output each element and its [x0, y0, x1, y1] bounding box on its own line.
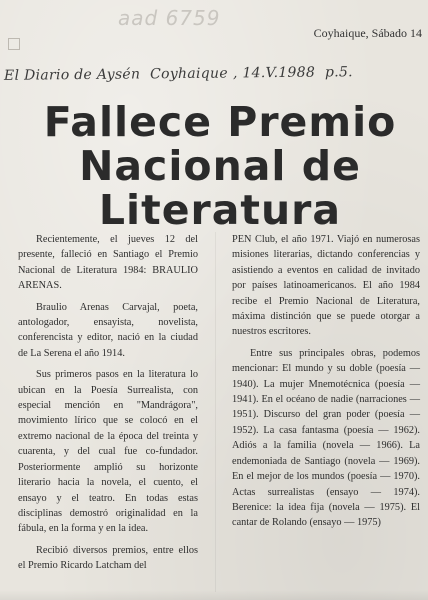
article-column-right — [232, 232, 420, 537]
handwritten-citation: El Diario de Aysén Coyhaique , 14.V.1988 p.5. — [3, 64, 353, 84]
column-divider — [215, 232, 216, 592]
citation-city: Coyhaique — [149, 65, 228, 83]
stamp-box-mark — [8, 38, 20, 50]
page-edge-shadow — [0, 590, 428, 600]
paragraph-career: Sus primeros pasos en la literatura lo ubican en la Poesía Surrealista, con especial mención en "Mandrágora", movimiento lírico que se colocó en el extremo nacional de la época del treinta y cuarenta, y del cual fue co-fundador. Posteriormente amplió su horizonte literario hacia la novela, el cuento, el ensayo y el teatro. En todas estas disciplinas demostró originalidad en la fábula, en la forma y en la idea. — [18, 369, 198, 535]
headline-line-1: Fallece Premio — [43, 98, 397, 146]
headline-line-3: Literatura — [98, 186, 342, 234]
article-headline — [20, 100, 420, 232]
paragraph-biography: Braulio Arenas Carvajal, poeta, antologador, ensayista, novelista, conferencista y editor, nació en la ciudad de La Serena el año 1914. — [18, 301, 198, 359]
newspaper-dateline: Coyhaique, Sábado 14 — [313, 26, 422, 40]
paragraph-awards: Recibió diversos premios, entre ellos el Premio Ricardo Latcham del — [18, 544, 198, 572]
paragraph-intro: Recientemente, el jueves 12 del presente, falleció en Santiago el Premio Nacional de Literatura 1984: BRAULIO ARENAS. — [18, 234, 198, 292]
headline-line-2: Nacional de — [79, 142, 361, 190]
citation-page: p.5. — [324, 64, 353, 81]
citation-date: 14.V.1988 — [242, 64, 316, 82]
citation-source: El Diario de Aysén — [3, 66, 141, 84]
article-column-left — [18, 232, 198, 580]
paragraph-works: Entre sus principales obras, podemos mencionar: El mundo y su doble (poesía — 1940). La mujer Mnemotécnica (poesía — 1941). En el océano de nadie (narraciones — 1951). Discurso del gran poder (poesía — 1952). La casa fantasma (poesía — 1962). Adiós a la familia (novela — 1966). La endemoniada de Santiago (novela — 1969). En el mejor de los mundos (poesía — 1970). Actas surrealistas (ensayo — 1974). Berenice: la idea fija (novela — 1975). El cantar de Rolando (ensayo — 1975) — [232, 347, 420, 529]
archive-stamp: aad 6759 — [118, 6, 221, 30]
paragraph-travels: PEN Club, el año 1971. Viajó en numerosas misiones literarias, dictando conferencias y asistiendo a eventos en calidad de invitado por países latinoamericanos. El año 1984 recibe el Premio Nacional de Literatura, máxima distinción que se puede otorgar a nuestros escritores. — [232, 234, 420, 338]
